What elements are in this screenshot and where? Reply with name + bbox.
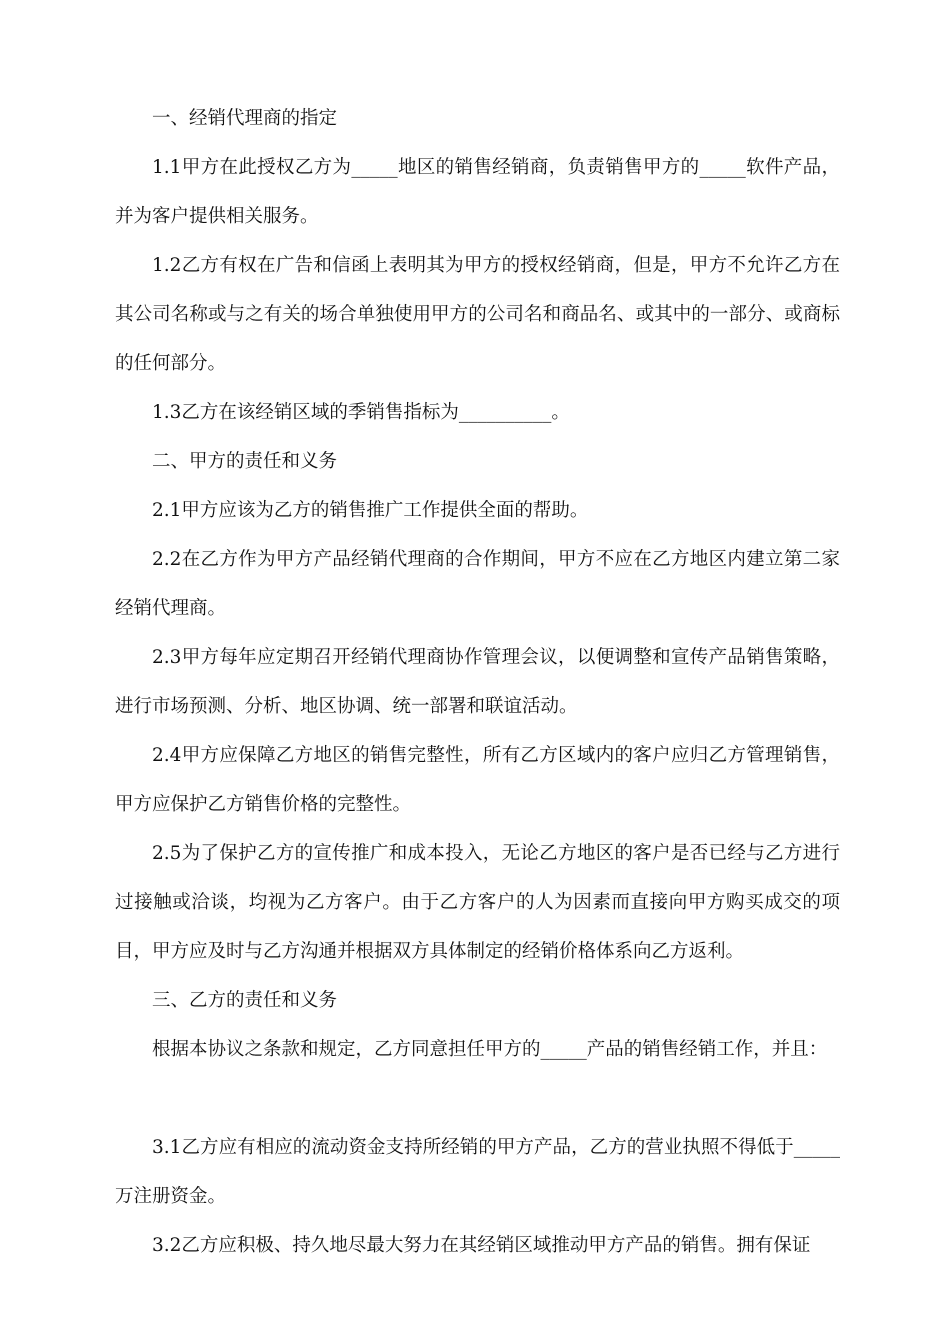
clause-2-1: 2.1甲方应该为乙方的销售推广工作提供全面的帮助。 xyxy=(152,500,589,521)
section-3-intro: 根据本协议之条款和规定，乙方同意担任甲方的_____产品的销售经销工作，并且： xyxy=(152,1039,828,1060)
clause-2-5: 2.5为了保护乙方的宣传推广和成本投入，无论乙方地区的客户是否已经与乙方进行过接触或洽谈，均视为乙方客户。由于乙方客户的人为因素而直接向甲方购买成交的项目，甲方应及时与乙方沟通并根据双方具体制定的经销价格体系向乙方返利。 xyxy=(115,843,840,962)
clause-2-4: 2.4甲方应保障乙方地区的销售完整性，所有乙方区域内的客户应归乙方管理销售，甲方应保护乙方销售价格的完整性。 xyxy=(115,745,840,815)
section-heading-2: 二、甲方的责任和义务 xyxy=(152,451,338,472)
section-heading-3: 三、乙方的责任和义务 xyxy=(152,990,338,1011)
clause-1-1: 1.1甲方在此授权乙方为_____地区的销售经销商，负责销售甲方的_____软件产品，并为客户提供相关服务。 xyxy=(115,157,840,227)
section-heading-1: 一、经销代理商的指定 xyxy=(152,108,338,129)
clause-1-2: 1.2乙方有权在广告和信函上表明其为甲方的授权经销商，但是，甲方不允许乙方在其公司名称或与之有关的场合单独使用甲方的公司名和商品名、或其中的一部分、或商标的任何部分。 xyxy=(115,255,840,374)
clause-3-2: 3.2乙方应积极、持久地尽最大努力在其经销区域推动甲方产品的销售。拥有保证 xyxy=(152,1235,811,1256)
clause-3-1: 3.1乙方应有相应的流动资金支持所经销的甲方产品，乙方的营业执照不得低于_____万注册资金。 xyxy=(115,1137,840,1207)
blank-line xyxy=(115,1074,840,1123)
clause-2-3: 2.3甲方每年应定期召开经销代理商协作管理会议，以便调整和宣传产品销售策略，进行市场预测、分析、地区协调、统一部署和联谊活动。 xyxy=(115,647,840,717)
clause-2-2: 2.2在乙方作为甲方产品经销代理商的合作期间，甲方不应在乙方地区内建立第二家经销代理商。 xyxy=(115,549,840,619)
clause-1-3: 1.3乙方在该经销区域的季销售指标为__________。 xyxy=(152,402,570,423)
